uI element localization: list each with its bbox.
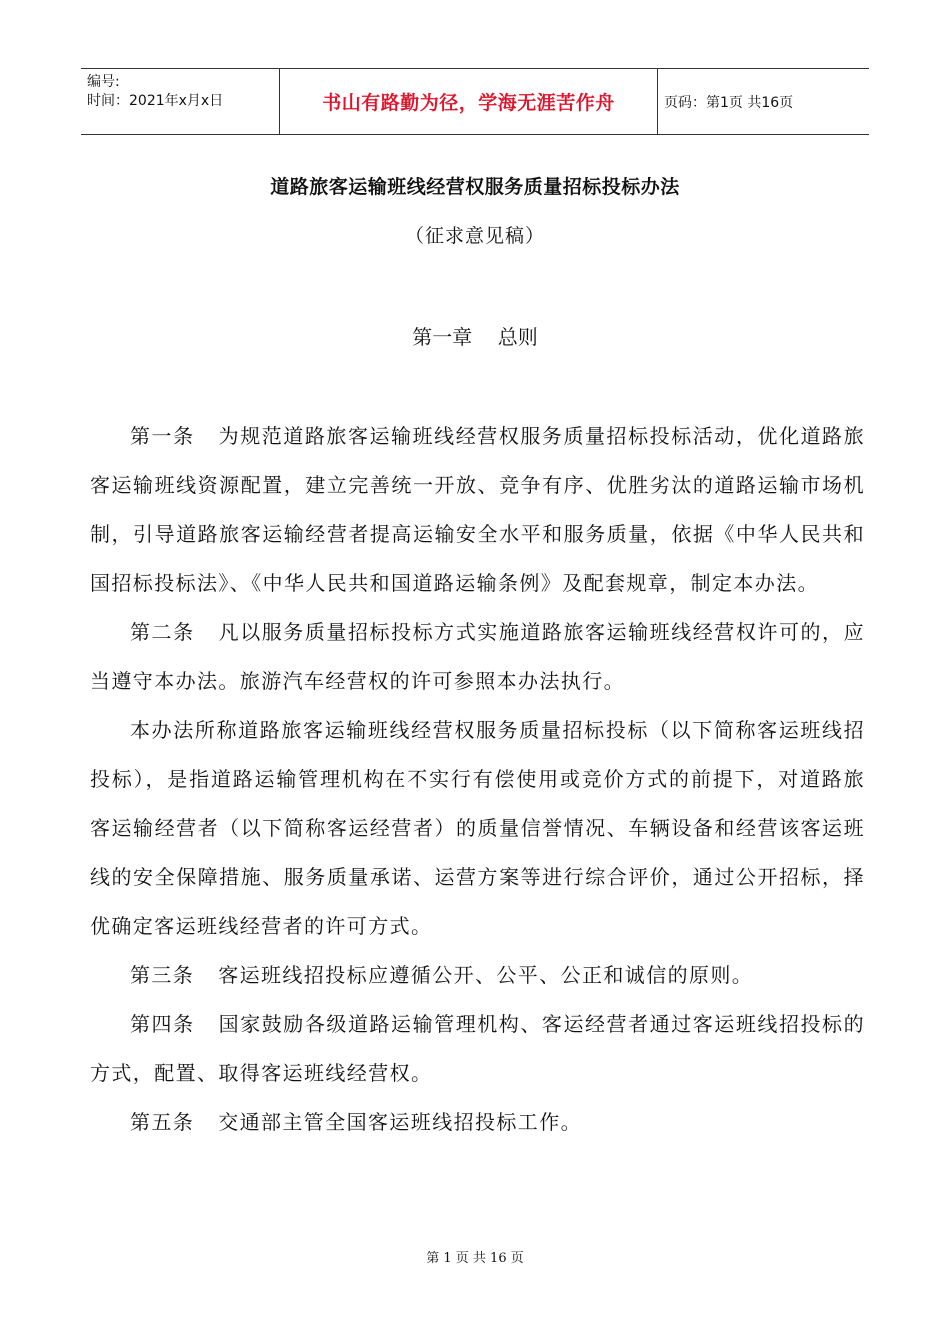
article-label: 第二条 bbox=[130, 620, 195, 644]
page-footer: 第 1 页 共 16 页 bbox=[426, 1251, 524, 1266]
motto-text: 书山有路勤为径，学海无涯苦作舟 bbox=[322, 92, 615, 114]
article-label: 第三条 bbox=[130, 963, 195, 987]
document-title: 道路旅客运输班线经营权服务质量招标投标办法 bbox=[270, 176, 680, 198]
article-label: 第一条 bbox=[130, 424, 195, 448]
article-3 bbox=[90, 951, 865, 1000]
document-body bbox=[90, 412, 865, 1147]
header-meta bbox=[81, 69, 280, 134]
page-info: 页码：第1页 共16页 bbox=[664, 94, 794, 111]
article-text: 国家鼓励各级道路运输管理机构、客运经营者通过客运班线招投标的方式，配置、取得客运班线经营权。 bbox=[90, 1012, 866, 1085]
chapter-heading: 第一章 总则 bbox=[412, 325, 538, 349]
article-text: 本办法所称道路旅客运输班线经营权服务质量招标投标（以下简称客运班线招投标），是指道路运输管理机构在不实行有偿使用或竞价方式的前提下，对道路旅客运输经营者（以下简称客运经营者）的质量信誉情况、车辆设备和经营该客运班线的安全保障措施、服务质量承诺、运营方案等进行综合评价，通过公开招标，择优确定客运班线经营者的许可方式。 bbox=[90, 718, 865, 938]
article-text: 客运班线招投标应遵循公开、公平、公正和诚信的原则。 bbox=[218, 963, 754, 987]
article-text: 凡以服务质量招标投标方式实施道路旅客运输班线经营权许可的，应当遵守本办法。旅游汽车经营权的许可参照本办法执行。 bbox=[90, 620, 866, 693]
article-label: 第五条 bbox=[130, 1110, 195, 1134]
article-text: 为规范道路旅客运输班线经营权服务质量招标投标活动，优化道路旅客运输班线资源配置，建立完善统一开放、竞争有序、优胜劣汰的道路运输市场机制，引导道路旅客运输经营者提高运输安全水平和服务质量，依据《中华人民共和国招标投标法》、《中华人民共和国道路运输条例》及配套规章，制定本办法。 bbox=[90, 424, 866, 595]
serial-label: 编号: bbox=[87, 74, 120, 90]
article-label: 第四条 bbox=[130, 1012, 195, 1036]
article-1 bbox=[90, 412, 865, 608]
article-5 bbox=[90, 1098, 865, 1147]
document-subtitle: （征求意见稿） bbox=[404, 225, 545, 247]
article-2 bbox=[90, 608, 865, 706]
page-header bbox=[81, 68, 869, 135]
article-4 bbox=[90, 1000, 865, 1098]
header-page-info-cell bbox=[658, 69, 869, 134]
header-motto-cell bbox=[280, 69, 658, 134]
article-text: 交通部主管全国客运班线招投标工作。 bbox=[218, 1110, 583, 1134]
time-label: 时间：2021年x月x日 bbox=[87, 93, 224, 109]
article-2-definition bbox=[90, 706, 865, 951]
